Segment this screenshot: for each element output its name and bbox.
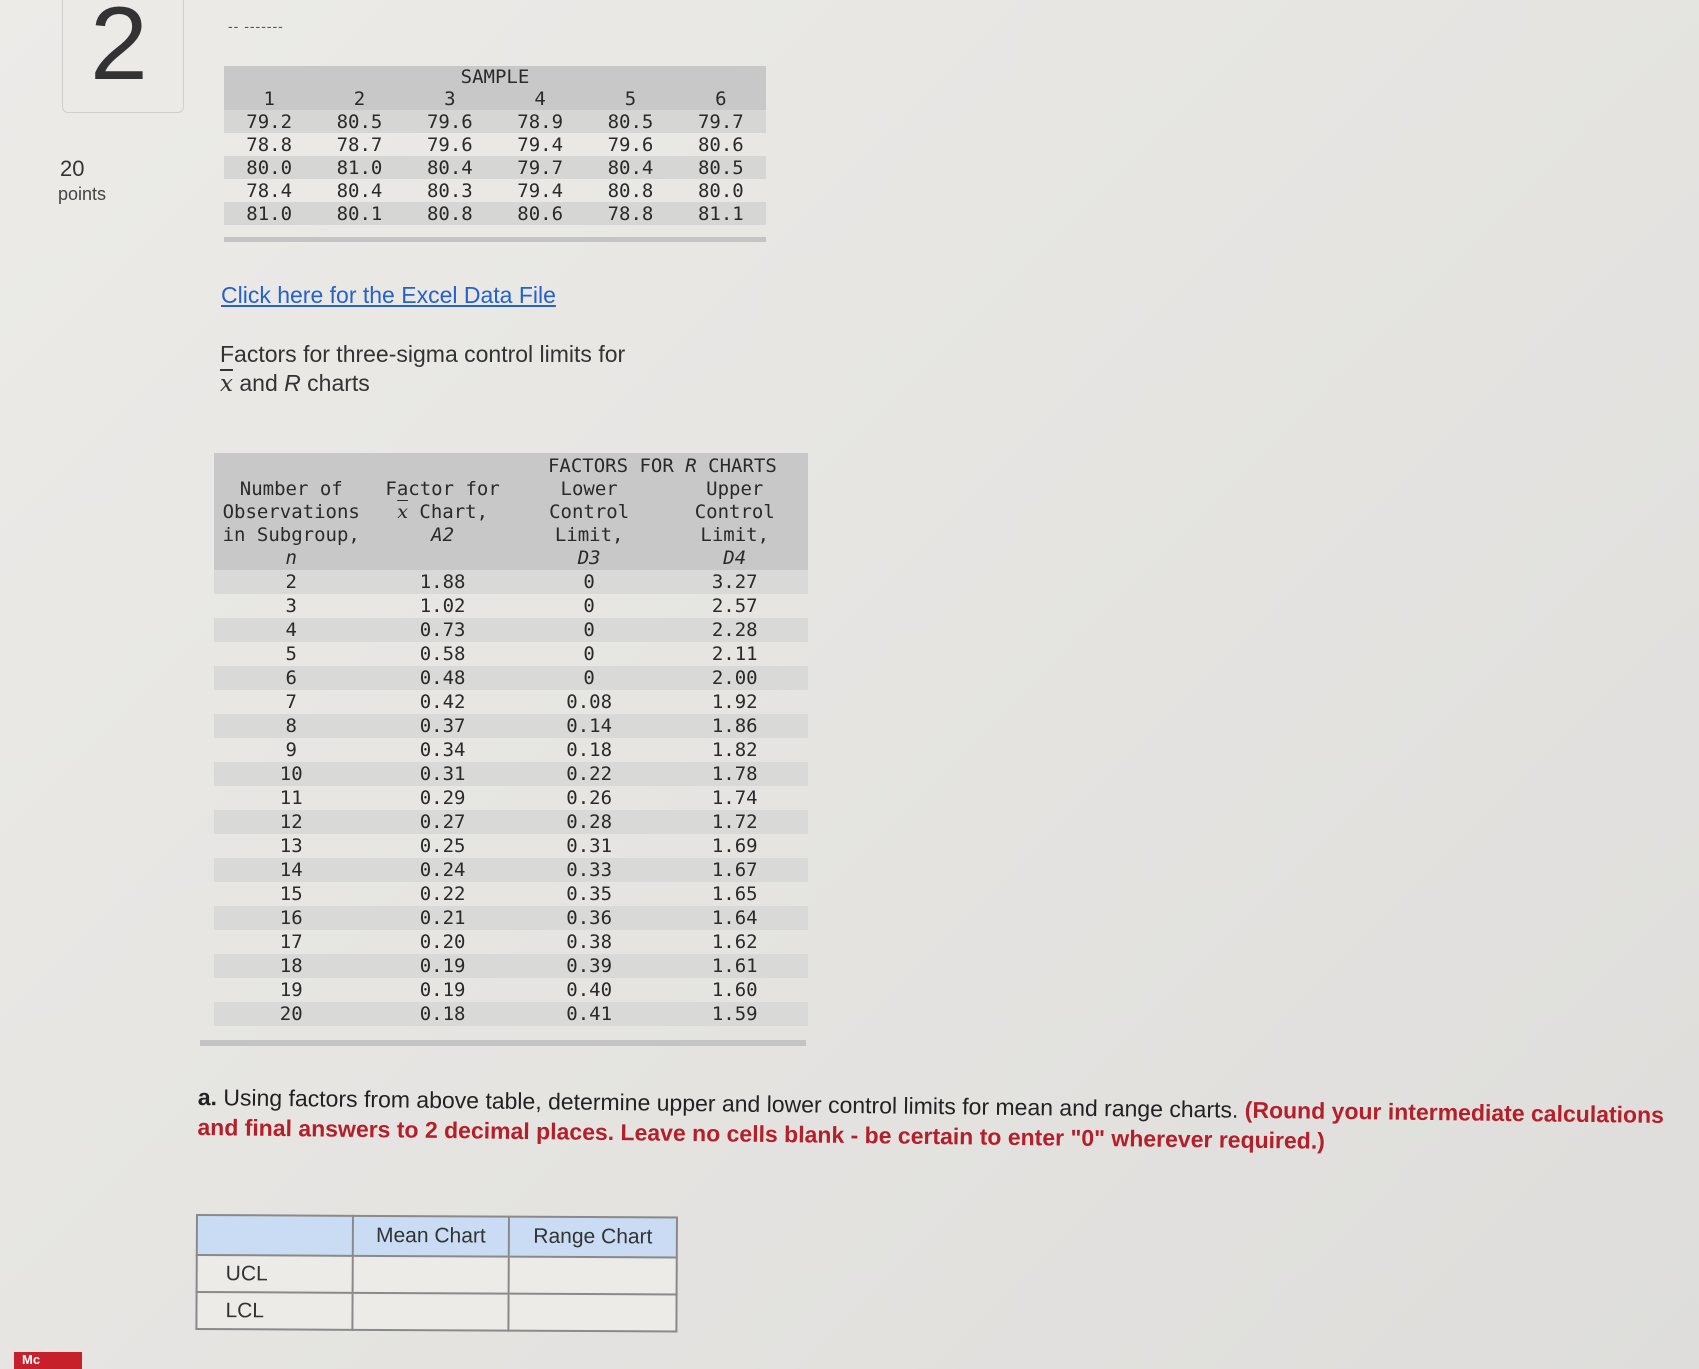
- table-row: [224, 133, 766, 156]
- col-header-d3: Lower Control Limit, D3: [517, 478, 662, 570]
- d3-cell: 0: [517, 618, 662, 642]
- mc-tab[interactable]: Mc: [14, 1352, 82, 1369]
- col-header-n: Number of Observations in Subgroup, n: [214, 478, 368, 570]
- table-row: [214, 786, 808, 810]
- sample-cell: 81.0: [314, 156, 404, 179]
- d4-cell: 1.61: [662, 954, 809, 978]
- n-cell: 13: [279, 835, 303, 857]
- ucl-range-input[interactable]: [510, 1258, 676, 1294]
- a2-cell: 0.29: [419, 787, 466, 809]
- n-cell: 9: [285, 739, 297, 761]
- sample-table-bottom-rule: [224, 237, 766, 242]
- d3-cell: 0: [583, 595, 595, 617]
- n-cell: 19: [279, 979, 303, 1001]
- d3-cell: 0.28: [517, 810, 662, 834]
- sample-cell: 80.4: [585, 156, 675, 179]
- d3-cell: 0.31: [566, 835, 613, 857]
- sample-cell: 80.0: [697, 179, 744, 202]
- d4-cell: 2.00: [662, 666, 809, 690]
- range-chart-header: Range Chart: [509, 1217, 677, 1258]
- table-row: [214, 930, 808, 954]
- n-cell: 17: [279, 931, 303, 953]
- table-row: [214, 906, 808, 930]
- n-cell: 12: [214, 810, 368, 834]
- factors-table-body: [214, 570, 808, 1026]
- d3-cell: 0: [517, 666, 662, 690]
- ucl-mean-input[interactable]: [354, 1257, 508, 1293]
- points-label: points: [58, 184, 107, 204]
- table-row: [214, 978, 808, 1002]
- factors-caption: [220, 340, 625, 399]
- d3-cell: 0: [583, 643, 595, 665]
- mean-chart-header: Mean Chart: [353, 1216, 509, 1257]
- lcl-label: LCL: [196, 1292, 352, 1330]
- n-cell: 14: [214, 858, 368, 882]
- col-header-a2: Factor for $\overline{x}$ Chart, A2: [368, 478, 516, 570]
- d4-cell: 1.67: [662, 858, 809, 882]
- sample-col-header: 1: [224, 88, 314, 110]
- d4-cell: 1.72: [662, 810, 809, 834]
- a2-cell: 0.18: [368, 1002, 516, 1026]
- d4-cell: 1.78: [662, 762, 809, 786]
- sample-cell: 80.4: [336, 179, 383, 202]
- table-row: [214, 738, 808, 762]
- sample-col-header: 4: [495, 88, 585, 110]
- d3-cell: 0.35: [566, 883, 613, 905]
- d3-cell: 0.33: [517, 858, 662, 882]
- lcl-mean-input[interactable]: [353, 1294, 507, 1330]
- n-cell: 16: [214, 906, 368, 930]
- sample-data-table: [224, 66, 766, 225]
- table-row: [214, 714, 808, 738]
- n-cell: 3: [285, 595, 297, 617]
- factors-caption-charts: charts: [307, 370, 370, 396]
- table-row: [224, 110, 766, 133]
- d3-cell: 0.26: [566, 787, 613, 809]
- d3-cell: 0.40: [566, 979, 613, 1001]
- d4-cell: 1.64: [662, 906, 809, 930]
- d4-cell: 2.28: [662, 618, 809, 642]
- sample-cell: 80.0: [224, 156, 314, 179]
- col-header-d4: Upper Control Limit, D4: [662, 478, 809, 570]
- a2-cell: 0.31: [368, 762, 516, 786]
- answer-corner-header: [197, 1215, 353, 1256]
- d3-cell: 0: [517, 570, 662, 594]
- excel-data-file-link[interactable]: Click here for the Excel Data File: [221, 282, 556, 308]
- d4-cell: 1.65: [711, 883, 758, 905]
- a2-cell: 0.48: [368, 666, 516, 690]
- sample-col-header: 2: [314, 88, 404, 110]
- table-row: [214, 642, 808, 666]
- r-symbol: R: [284, 370, 301, 396]
- answer-row-lcl: [196, 1292, 676, 1332]
- factors-r-group-header: FACTORS FOR R CHARTS: [517, 453, 808, 478]
- n-cell: 15: [279, 883, 303, 905]
- d4-cell: 1.62: [711, 931, 758, 953]
- factors-caption-line1: Factors for three-sigma control limits for: [220, 341, 626, 367]
- a2-cell: 0.19: [368, 954, 516, 978]
- n-cell: 2: [214, 570, 368, 594]
- d3-cell: 0.22: [517, 762, 662, 786]
- a2-cell: 1.02: [419, 595, 466, 617]
- d3-cell: 0.14: [517, 714, 662, 738]
- table-row: [214, 882, 808, 906]
- sample-cell: 80.8: [405, 202, 495, 225]
- sample-col-header: 3: [405, 88, 495, 110]
- a2-cell: 1.88: [368, 570, 516, 594]
- table-row: [214, 810, 808, 834]
- a2-cell: 0.27: [368, 810, 516, 834]
- sample-col-header: 5: [585, 88, 675, 110]
- sample-cell: 80.4: [405, 156, 495, 179]
- answer-table: [195, 1214, 678, 1333]
- d4-cell: 2.57: [711, 595, 758, 617]
- table-row: [214, 594, 808, 618]
- d3-cell: 0.38: [566, 931, 613, 953]
- d4-cell: 1.74: [711, 787, 758, 809]
- n-cell: 18: [214, 954, 368, 978]
- d3-cell: 0.41: [517, 1002, 662, 1026]
- sample-cell: 78.8: [246, 133, 293, 156]
- sample-cell: 78.8: [585, 202, 675, 225]
- factors-caption-and: and: [239, 370, 278, 396]
- table-row: [224, 202, 766, 225]
- table-row: [224, 156, 766, 179]
- table-row: [214, 858, 808, 882]
- a2-cell: 0.37: [368, 714, 516, 738]
- table-row: [214, 1002, 808, 1026]
- sample-cell: 80.3: [426, 179, 473, 202]
- question-number: 2: [90, 0, 148, 102]
- d4-cell: 1.59: [662, 1002, 809, 1026]
- table-row: [214, 690, 808, 714]
- instruction-part-label: a.: [197, 1083, 218, 1111]
- d4-cell: 1.86: [662, 714, 809, 738]
- factors-table-bottom-rule: [200, 1040, 806, 1046]
- lcl-range-input[interactable]: [509, 1295, 675, 1331]
- d4-cell: 1.60: [711, 979, 758, 1001]
- sample-cell: 80.6: [495, 202, 585, 225]
- d4-cell: 2.11: [711, 643, 758, 665]
- sample-cell: 80.5: [676, 156, 766, 179]
- sample-col-header: 6: [676, 88, 766, 110]
- sample-cell: 78.4: [246, 179, 293, 202]
- instruction-text: Using factors from above table, determine upper and lower control limits for mean and range charts.: [223, 1084, 1239, 1123]
- sample-cell: 79.4: [517, 133, 564, 156]
- d4-cell: 1.92: [711, 691, 758, 713]
- table-row: [214, 954, 808, 978]
- sample-cell: 80.5: [314, 110, 404, 133]
- question-instruction: [197, 1082, 1678, 1160]
- n-cell: 8: [214, 714, 368, 738]
- table-row: [214, 762, 808, 786]
- a2-cell: 0.19: [419, 979, 466, 1001]
- sample-cell: 80.1: [314, 202, 404, 225]
- n-cell: 5: [285, 643, 297, 665]
- n-cell: 4: [214, 618, 368, 642]
- n-cell: 10: [214, 762, 368, 786]
- sample-cell: 80.6: [697, 133, 744, 156]
- sample-column-header-row: [224, 88, 766, 110]
- a2-cell: 0.24: [368, 858, 516, 882]
- a2-cell: 0.25: [419, 835, 466, 857]
- a2-cell: 0.21: [368, 906, 516, 930]
- n-cell: 7: [285, 691, 297, 713]
- sample-cell: 79.4: [517, 179, 564, 202]
- d4-cell: 1.69: [711, 835, 758, 857]
- sample-cell: 81.0: [224, 202, 314, 225]
- sample-cell: 79.6: [607, 133, 654, 156]
- n-cell: 20: [214, 1002, 368, 1026]
- sample-cell: 80.8: [607, 179, 654, 202]
- ucl-label: UCL: [197, 1255, 353, 1293]
- sample-group-header: SAMPLE: [224, 66, 766, 88]
- a2-cell: 0.34: [419, 739, 466, 761]
- d3-cell: 0.39: [517, 954, 662, 978]
- sample-cell: 79.6: [405, 110, 495, 133]
- sample-cell: 78.7: [336, 133, 383, 156]
- d3-cell: 0.08: [566, 691, 613, 713]
- a2-cell: 0.20: [419, 931, 466, 953]
- table-row: [214, 666, 808, 690]
- table-row: [214, 834, 808, 858]
- question-top-dash: -- -------: [228, 18, 284, 34]
- table-row: [214, 570, 808, 594]
- sample-cell: 79.7: [676, 110, 766, 133]
- d3-cell: 0.36: [517, 906, 662, 930]
- n-cell: 6: [214, 666, 368, 690]
- sample-cell: 80.5: [585, 110, 675, 133]
- points-value: 20: [60, 156, 85, 181]
- control-factors-table: [214, 453, 808, 1026]
- sample-cell: 79.2: [224, 110, 314, 133]
- xbar-symbol: $\overline{x}$: [220, 371, 233, 397]
- sample-table-body: [224, 110, 766, 225]
- answer-row-ucl: [197, 1255, 677, 1295]
- d4-cell: 1.82: [711, 739, 758, 761]
- n-cell: 11: [279, 787, 303, 809]
- a2-cell: 0.73: [368, 618, 516, 642]
- table-row: [214, 618, 808, 642]
- instruction-rounding-note: (Round your intermediate calculations and final answers to 2 decimal places. Leave no cells blank - be certain to enter "0" wherever required.): [197, 1096, 1665, 1154]
- sample-cell: 79.7: [495, 156, 585, 179]
- a2-cell: 0.58: [419, 643, 466, 665]
- a2-cell: 0.42: [419, 691, 466, 713]
- table-row: [224, 179, 766, 202]
- d3-cell: 0.18: [566, 739, 613, 761]
- sample-cell: 78.9: [495, 110, 585, 133]
- a2-cell: 0.22: [419, 883, 466, 905]
- sample-cell: 79.6: [426, 133, 473, 156]
- d4-cell: 3.27: [662, 570, 809, 594]
- sample-cell: 81.1: [676, 202, 766, 225]
